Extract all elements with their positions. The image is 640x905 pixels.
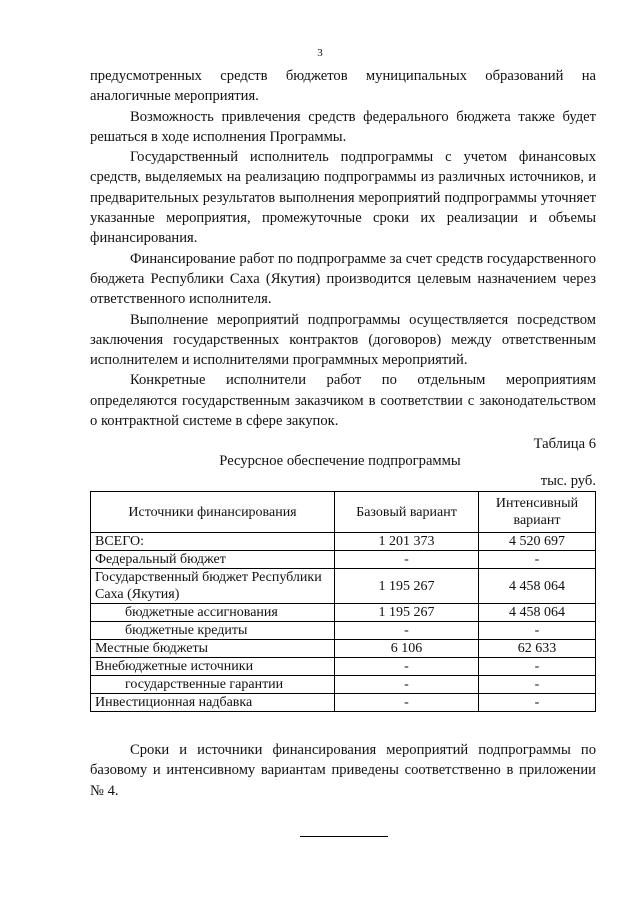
row-label: бюджетные кредиты <box>91 622 335 640</box>
closing-text <box>90 740 596 801</box>
body-text <box>90 66 596 431</box>
financing-table <box>90 491 596 712</box>
paragraph-2: Возможность привлечения средств федерального бюджета также будет решаться в ходе исполнения Программы. <box>90 108 596 145</box>
row-base: - <box>335 694 479 712</box>
paragraph-6: Конкретные исполнители работ по отдельным мероприятиям определяются государственным заказчиком в соответствии с законодательством о контрактной системе в сфере закупок. <box>90 372 596 430</box>
table-header-row <box>91 492 596 533</box>
table-row <box>91 551 596 569</box>
table-title: Ресурсное обеспечение подпрограммы <box>219 453 461 469</box>
header-intensive: Интенсивный вариант <box>479 492 596 533</box>
header-sources: Источники финансирования <box>91 492 335 533</box>
row-label: Инвестиционная надбавка <box>91 694 335 712</box>
table-row <box>91 569 596 604</box>
row-label: государственные гарантии <box>91 676 335 694</box>
table-row <box>91 604 596 622</box>
row-label: ВСЕГО: <box>91 533 335 551</box>
paragraph-3: Государственный исполнитель подпрограммы с учетом финансовых средств, выделяемых на реализацию подпрограммы из различных источников, и предварительных результатов выполнения мероприятий подпрограммы уточняет указанные мероприятия, промежуточные сроки их реализации и объемы финансирования. <box>90 149 596 247</box>
page-number: 3 <box>317 47 323 59</box>
table-number: Таблица 6 <box>533 436 596 452</box>
row-intensive: 4 458 064 <box>479 569 596 604</box>
row-base: - <box>335 676 479 694</box>
table-row <box>91 694 596 712</box>
row-label: Государственный бюджет Республики Саха (Якутия) <box>91 569 335 604</box>
row-base: - <box>335 622 479 640</box>
row-intensive: 4 458 064 <box>479 604 596 622</box>
row-intensive: 62 633 <box>479 640 596 658</box>
row-base: - <box>335 551 479 569</box>
row-intensive: - <box>479 676 596 694</box>
row-base: - <box>335 658 479 676</box>
table-row <box>91 658 596 676</box>
row-intensive: - <box>479 658 596 676</box>
row-label: Федеральный бюджет <box>91 551 335 569</box>
header-base: Базовый вариант <box>335 492 479 533</box>
row-intensive: - <box>479 551 596 569</box>
paragraph-5: Выполнение мероприятий подпрограммы осуществляется посредством заключения государственных контрактов (договоров) между ответственным исполнителем и исполнителями программных мероприятий. <box>90 311 596 369</box>
table-row <box>91 676 596 694</box>
row-intensive: 4 520 697 <box>479 533 596 551</box>
row-base: 1 195 267 <box>335 604 479 622</box>
row-base: 1 201 373 <box>335 533 479 551</box>
table-unit: тыс. руб. <box>540 473 596 489</box>
table-row <box>91 533 596 551</box>
row-intensive: - <box>479 622 596 640</box>
closing-paragraph: Сроки и источники финансирования мероприятий подпрограммы по базовому и интенсивному вариантам приведены соответственно в приложении № 4. <box>90 742 596 799</box>
row-intensive: - <box>479 694 596 712</box>
paragraph-1: предусмотренных средств бюджетов муниципальных образований на аналогичные мероприятия. <box>90 68 596 105</box>
row-base: 1 195 267 <box>335 569 479 604</box>
row-label: бюджетные ассигнования <box>91 604 335 622</box>
table-row <box>91 622 596 640</box>
row-base: 6 106 <box>335 640 479 658</box>
paragraph-4: Финансирование работ по подпрограмме за счет средств государственного бюджета Республики Саха (Якутия) производится целевым назначением через ответственного исполнителя. <box>90 250 596 308</box>
table-row <box>91 640 596 658</box>
row-label: Внебюджетные источники <box>91 658 335 676</box>
row-label: Местные бюджеты <box>91 640 335 658</box>
footer-rule <box>300 836 388 837</box>
